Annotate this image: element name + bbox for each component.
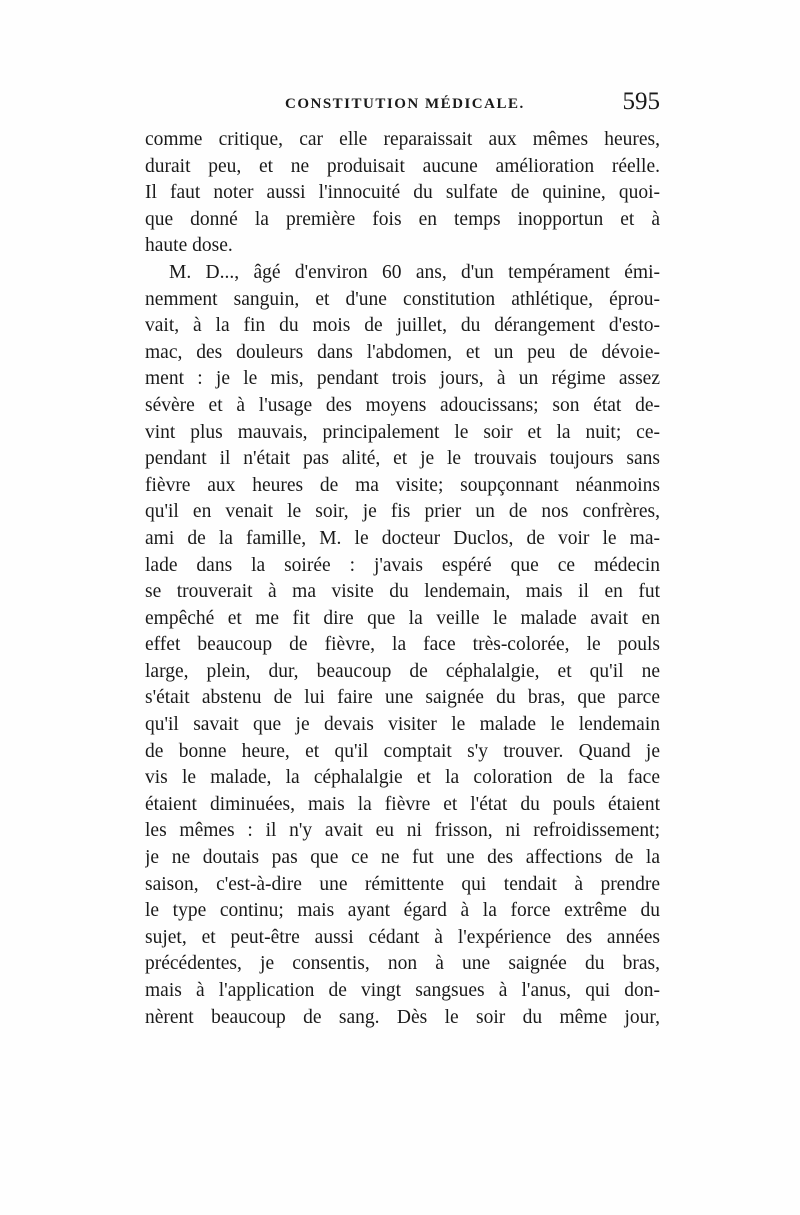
- text-line: s'était abstenu de lui faire une saignée du bras, que parce: [145, 687, 660, 709]
- text-line: durait peu, et ne produisait aucune amélioration réelle.: [145, 155, 660, 177]
- text-line: qu'il en venait le soir, je fis prier un de nos confrères,: [145, 501, 660, 523]
- page-number: 595: [622, 88, 660, 115]
- running-title: CONSTITUTION MÉDICALE.: [285, 96, 525, 112]
- text-line: mac, des douleurs dans l'abdomen, et un peu de dévoie-: [145, 341, 660, 363]
- text-line: nèrent beaucoup de sang. Dès le soir du même jour,: [145, 1006, 660, 1028]
- page-header: [145, 88, 660, 122]
- text-line: effet beaucoup de fièvre, la face très-colorée, le pouls: [145, 634, 660, 656]
- text-line: les mêmes : il n'y avait eu ni frisson, ni refroidissement;: [145, 820, 660, 842]
- text-line: M. D..., âgé d'environ 60 ans, d'un tempérament émi-: [169, 261, 660, 283]
- text-line: le type continu; mais ayant égard à la force extrême du: [145, 900, 660, 922]
- text-line: ment : je le mis, pendant trois jours, à un régime assez: [145, 368, 660, 390]
- body-text: [145, 127, 660, 1031]
- text-line: comme critique, car elle reparaissait aux mêmes heures,: [145, 129, 660, 150]
- text-line: étaient diminuées, mais la fièvre et l'état du pouls étaient: [145, 793, 660, 815]
- text-line: se trouverait à ma visite du lendemain, mais il en fut: [145, 581, 660, 603]
- text-line: vait, à la fin du mois de juillet, du dérangement d'esto-: [145, 315, 660, 337]
- text-line: haute dose.: [145, 235, 233, 257]
- text-line: lade dans la soirée : j'avais espéré que ce médecin: [145, 554, 660, 576]
- text-line: Il faut noter aussi l'innocuité du sulfate de quinine, quoi-: [145, 182, 660, 204]
- text-line: pendant il n'était pas alité, et je le trouvais toujours sans: [145, 448, 660, 470]
- text-line: de bonne heure, et qu'il comptait s'y trouver. Quand je: [145, 740, 660, 762]
- text-line: qu'il savait que je devais visiter le malade le lendemain: [145, 714, 660, 736]
- text-line: fièvre aux heures de ma visite; soupçonnant néanmoins: [145, 474, 660, 496]
- text-line: saison, c'est-à-dire une rémittente qui tendait à prendre: [145, 873, 660, 895]
- text-line: empêché et me fit dire que la veille le malade avait en: [145, 607, 660, 629]
- text-line: vint plus mauvais, principalement le soir et la nuit; ce-: [145, 421, 660, 443]
- text-line: vis le malade, la céphalalgie et la coloration de la face: [145, 767, 660, 789]
- text-line: ami de la famille, M. le docteur Duclos, de voir le ma-: [145, 527, 660, 549]
- text-line: sévère et à l'usage des moyens adoucissans; son état de-: [145, 394, 660, 416]
- text-line: je ne doutais pas que ce ne fut une des affections de la: [145, 847, 660, 869]
- text-line: que donné la première fois en temps inopportun et à: [145, 208, 660, 230]
- text-line: sujet, et peut-être aussi cédant à l'expérience des années: [145, 926, 660, 948]
- text-line: nemment sanguin, et d'une constitution athlétique, éprou-: [145, 288, 660, 310]
- text-line: mais à l'application de vingt sangsues à l'anus, qui don-: [145, 980, 660, 1001]
- text-line: large, plein, dur, beaucoup de céphalalgie, et qu'il ne: [145, 660, 660, 682]
- text-line: précédentes, je consentis, non à une saignée du bras,: [145, 953, 660, 975]
